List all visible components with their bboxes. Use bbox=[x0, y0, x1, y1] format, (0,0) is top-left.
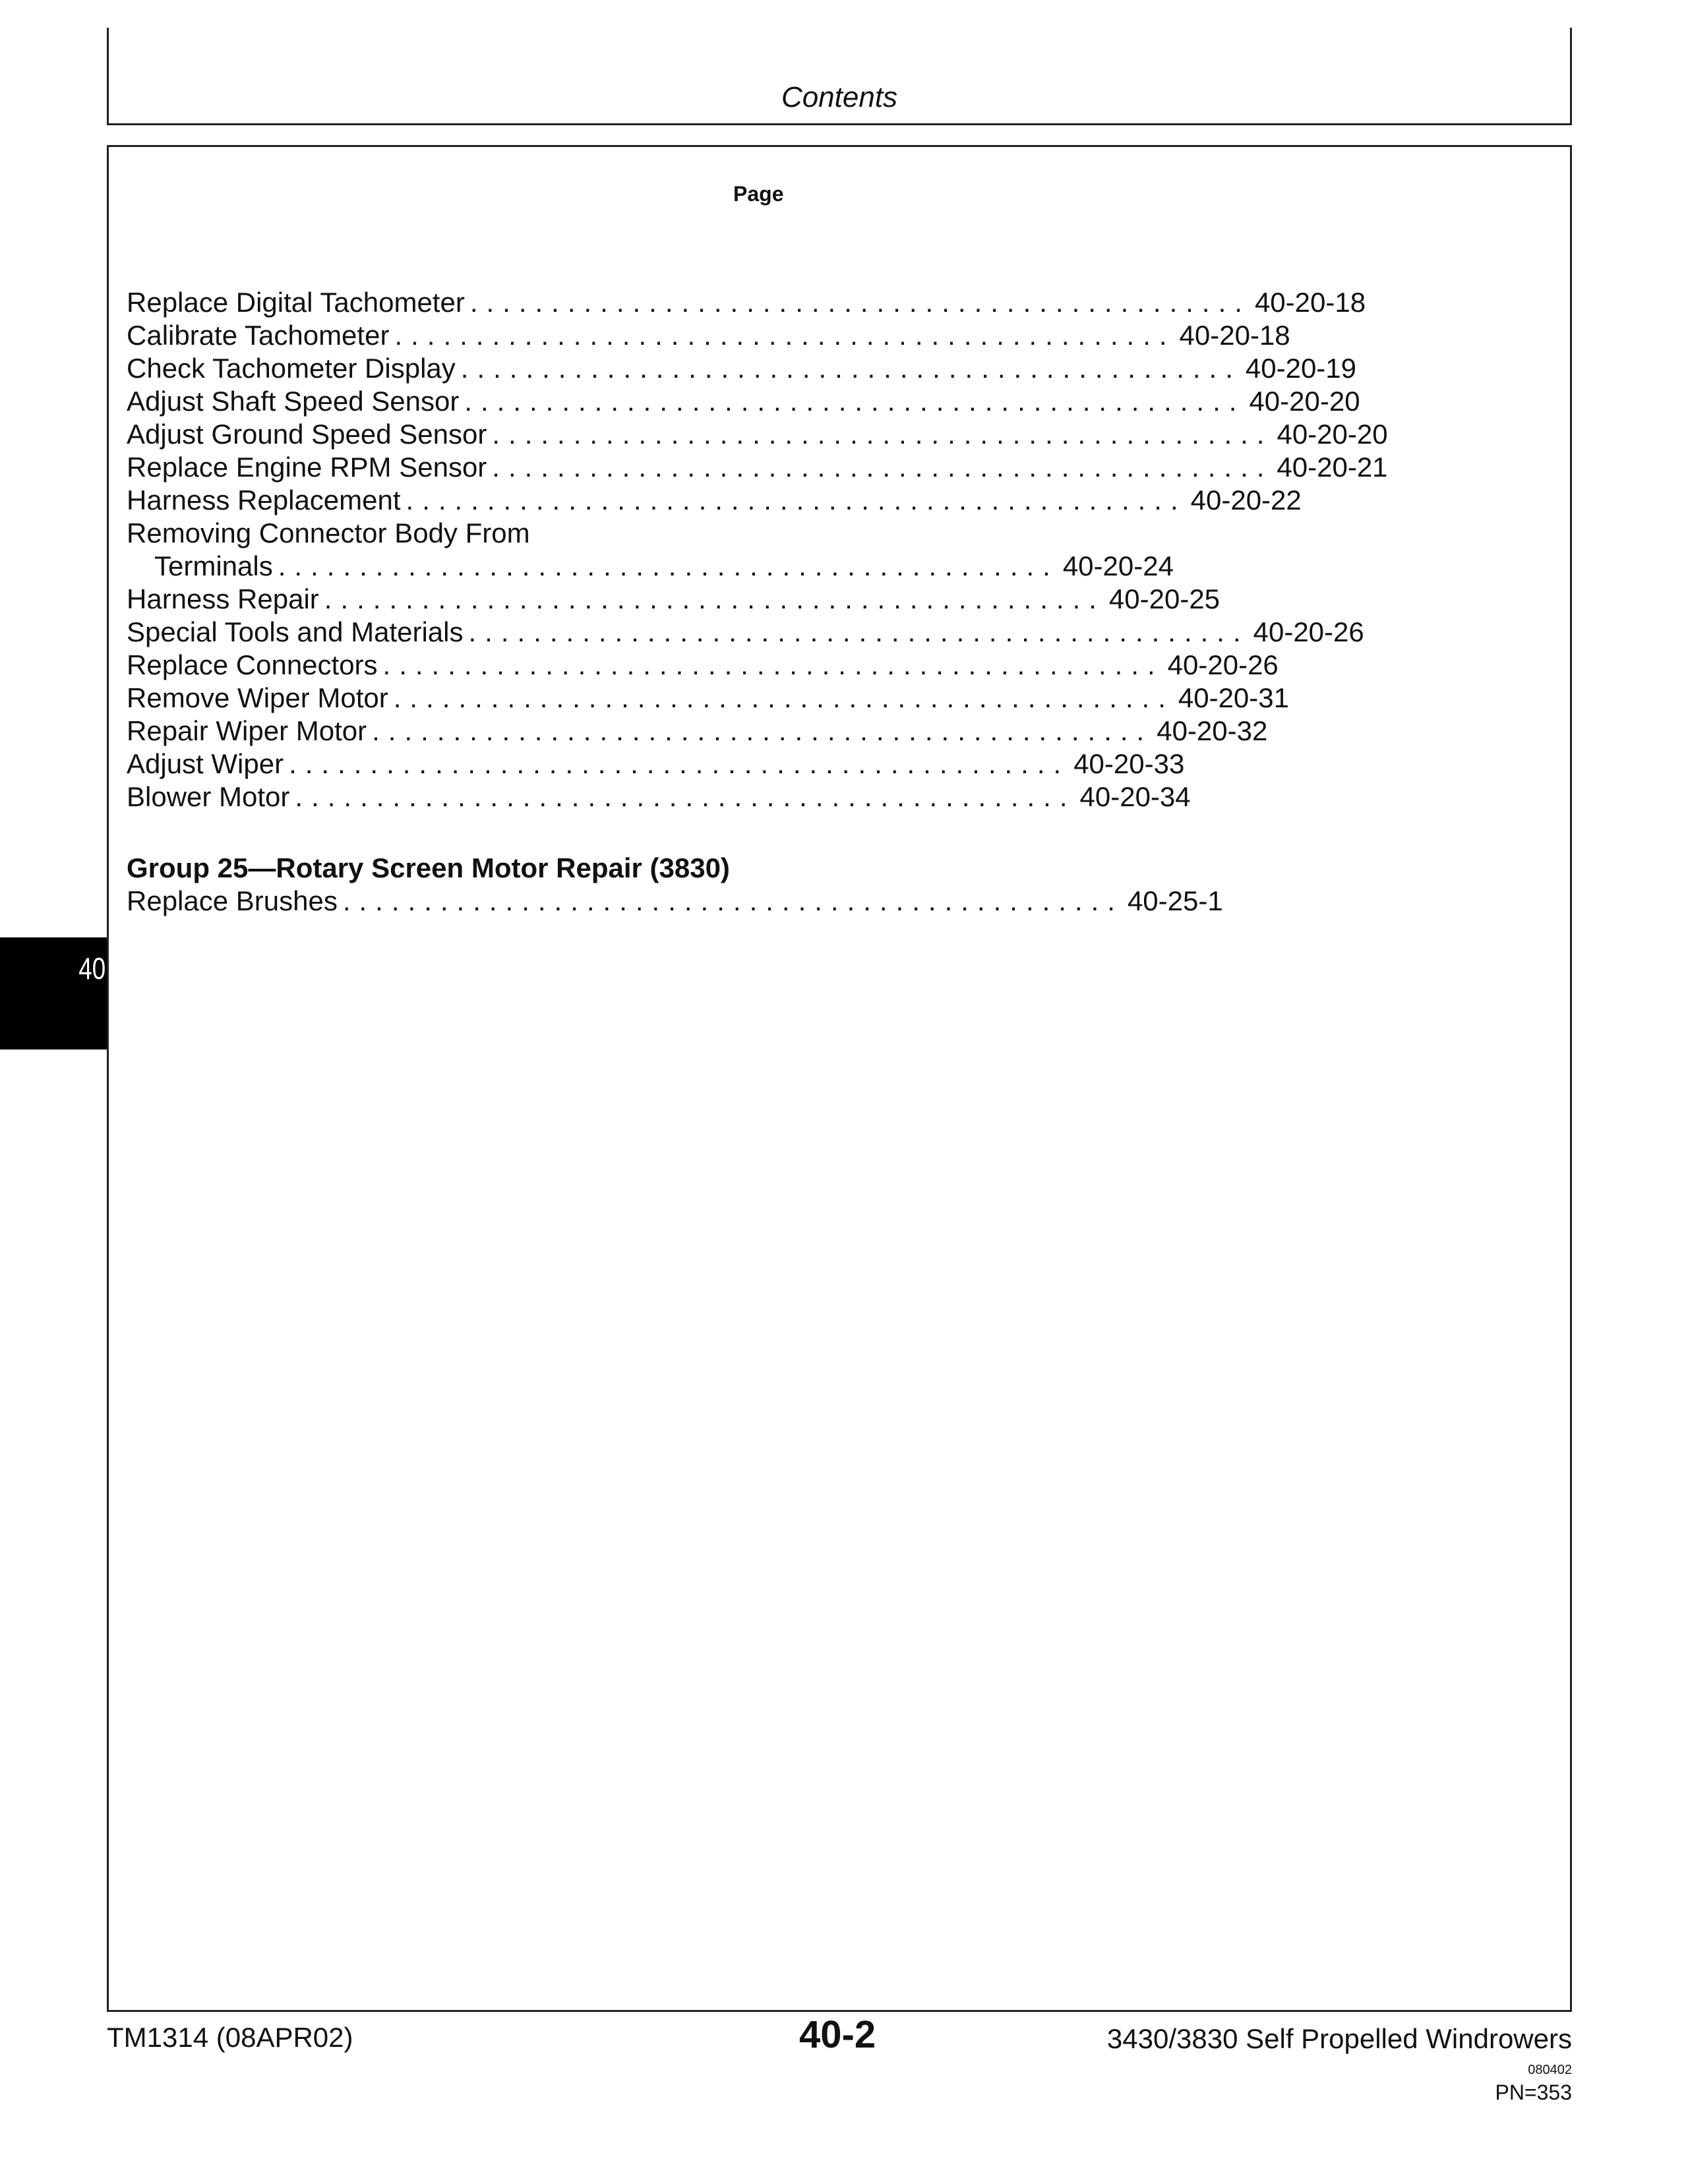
toc-entry[interactable] bbox=[127, 649, 1279, 682]
toc-entry[interactable] bbox=[127, 748, 1185, 781]
toc-leader-dots: ................................................ bbox=[464, 386, 1246, 417]
toc-entry-title: Replace Engine RPM Sensor bbox=[127, 452, 487, 483]
toc-entry-page: 40-20-19 bbox=[1245, 353, 1357, 384]
toc-entry-page: 40-20-22 bbox=[1190, 485, 1302, 516]
toc-entry[interactable] bbox=[127, 319, 1290, 352]
toc-entry[interactable] bbox=[127, 781, 1191, 813]
toc-entry[interactable] bbox=[127, 715, 1268, 748]
toc-entry-title: Replace Brushes bbox=[127, 885, 338, 916]
toc-entry[interactable] bbox=[127, 418, 1388, 451]
toc-entry-title: Harness Replacement bbox=[127, 485, 401, 516]
side-tab-label: 40 bbox=[78, 951, 106, 986]
toc-entry-page: 40-20-32 bbox=[1157, 715, 1268, 746]
group-spacer bbox=[127, 813, 786, 852]
header-frame bbox=[107, 28, 1572, 125]
footer-page-number: 40-2 bbox=[799, 2013, 876, 2056]
toc-entry-continued-title[interactable] bbox=[127, 517, 786, 550]
toc-entry-title: Adjust Wiper bbox=[127, 748, 284, 779]
toc-entry[interactable] bbox=[127, 616, 1364, 649]
toc-entry-title: Terminals bbox=[154, 550, 273, 581]
toc-entry[interactable] bbox=[127, 385, 1360, 418]
toc-entry-page: 40-20-18 bbox=[1179, 320, 1290, 351]
toc-entry-title: Special Tools and Materials bbox=[127, 616, 464, 647]
toc-entry[interactable] bbox=[127, 583, 1221, 616]
toc-leader-dots: ................................................ bbox=[394, 320, 1176, 351]
toc-entry-title: Adjust Shaft Speed Sensor bbox=[127, 386, 460, 417]
section-side-tab bbox=[0, 937, 107, 1049]
page-column-label: Page bbox=[733, 182, 784, 206]
toc-entry-title: Check Tachometer Display bbox=[127, 353, 456, 384]
toc-entry-title: Repair Wiper Motor bbox=[127, 715, 367, 746]
toc-entry[interactable] bbox=[127, 451, 1388, 484]
toc-entry-page: 40-25-1 bbox=[1127, 885, 1223, 916]
toc-entry-title: Adjust Ground Speed Sensor bbox=[127, 419, 487, 450]
toc-entry[interactable] bbox=[127, 286, 1366, 319]
toc-leader-dots: ................................................ bbox=[324, 583, 1105, 614]
toc-entry[interactable] bbox=[127, 550, 1174, 583]
toc-entry[interactable] bbox=[127, 484, 1302, 517]
toc-entry-page: 40-20-31 bbox=[1178, 682, 1289, 713]
toc-entry-page: 40-20-24 bbox=[1062, 550, 1174, 581]
toc-entry-page: 40-20-26 bbox=[1253, 616, 1364, 647]
toc-leader-dots: ................................................ bbox=[278, 550, 1059, 581]
toc-entry-title: Calibrate Tachometer bbox=[127, 320, 390, 351]
table-of-contents bbox=[127, 286, 1388, 918]
toc-entry-page: 40-20-20 bbox=[1249, 386, 1360, 417]
toc-entry-title: Remove Wiper Motor bbox=[127, 682, 388, 713]
toc-entry-title: Replace Connectors bbox=[127, 649, 378, 680]
toc-leader-dots: ................................................ bbox=[342, 885, 1124, 916]
footer-date-code: 080402 bbox=[1528, 2063, 1572, 2077]
toc-entry[interactable] bbox=[127, 352, 1357, 385]
toc-leader-dots: ................................................ bbox=[372, 715, 1153, 746]
toc-leader-dots: ................................................ bbox=[289, 748, 1070, 779]
toc-entry-page: 40-20-25 bbox=[1108, 583, 1221, 614]
footer-manual-id: TM1314 (08APR02) bbox=[107, 2022, 353, 2053]
toc-entry-title: Blower Motor bbox=[127, 781, 290, 812]
toc-leader-dots: ................................................ bbox=[468, 616, 1250, 647]
toc-leader-dots: ................................................ bbox=[460, 353, 1242, 384]
toc-leader-dots: ................................................ bbox=[492, 452, 1273, 483]
toc-entry[interactable] bbox=[127, 885, 1223, 918]
toc-leader-dots: ................................................ bbox=[469, 287, 1251, 318]
toc-entry-page: 40-20-34 bbox=[1079, 781, 1191, 812]
footer-pn: PN=353 bbox=[1495, 2081, 1572, 2104]
toc-entry-title: Harness Repair bbox=[127, 583, 319, 614]
toc-leader-dots: ................................................ bbox=[295, 781, 1076, 812]
section-title: Contents bbox=[781, 81, 898, 113]
toc-entry-page: 40-20-18 bbox=[1254, 287, 1366, 318]
toc-entry-page: 40-20-33 bbox=[1073, 748, 1185, 779]
toc-leader-dots: ................................................ bbox=[393, 682, 1174, 713]
toc-entry-page: 40-20-26 bbox=[1167, 649, 1279, 680]
toc-entry[interactable] bbox=[127, 682, 1289, 715]
toc-entry-page: 40-20-21 bbox=[1277, 452, 1388, 483]
footer-product-name: 3430/3830 Self Propelled Windrowers bbox=[1106, 2023, 1572, 2054]
toc-entry-title: Removing Connector Body From bbox=[127, 517, 530, 548]
toc-leader-dots: ................................................ bbox=[492, 419, 1273, 450]
toc-leader-dots: ................................................ bbox=[406, 485, 1187, 516]
toc-entry-title: Replace Digital Tachometer bbox=[127, 287, 465, 318]
toc-entry-page: 40-20-20 bbox=[1277, 419, 1388, 450]
toc-group-heading[interactable]: Group 25—Rotary Screen Motor Repair (3830) bbox=[127, 852, 730, 883]
toc-leader-dots: ................................................ bbox=[382, 649, 1164, 680]
